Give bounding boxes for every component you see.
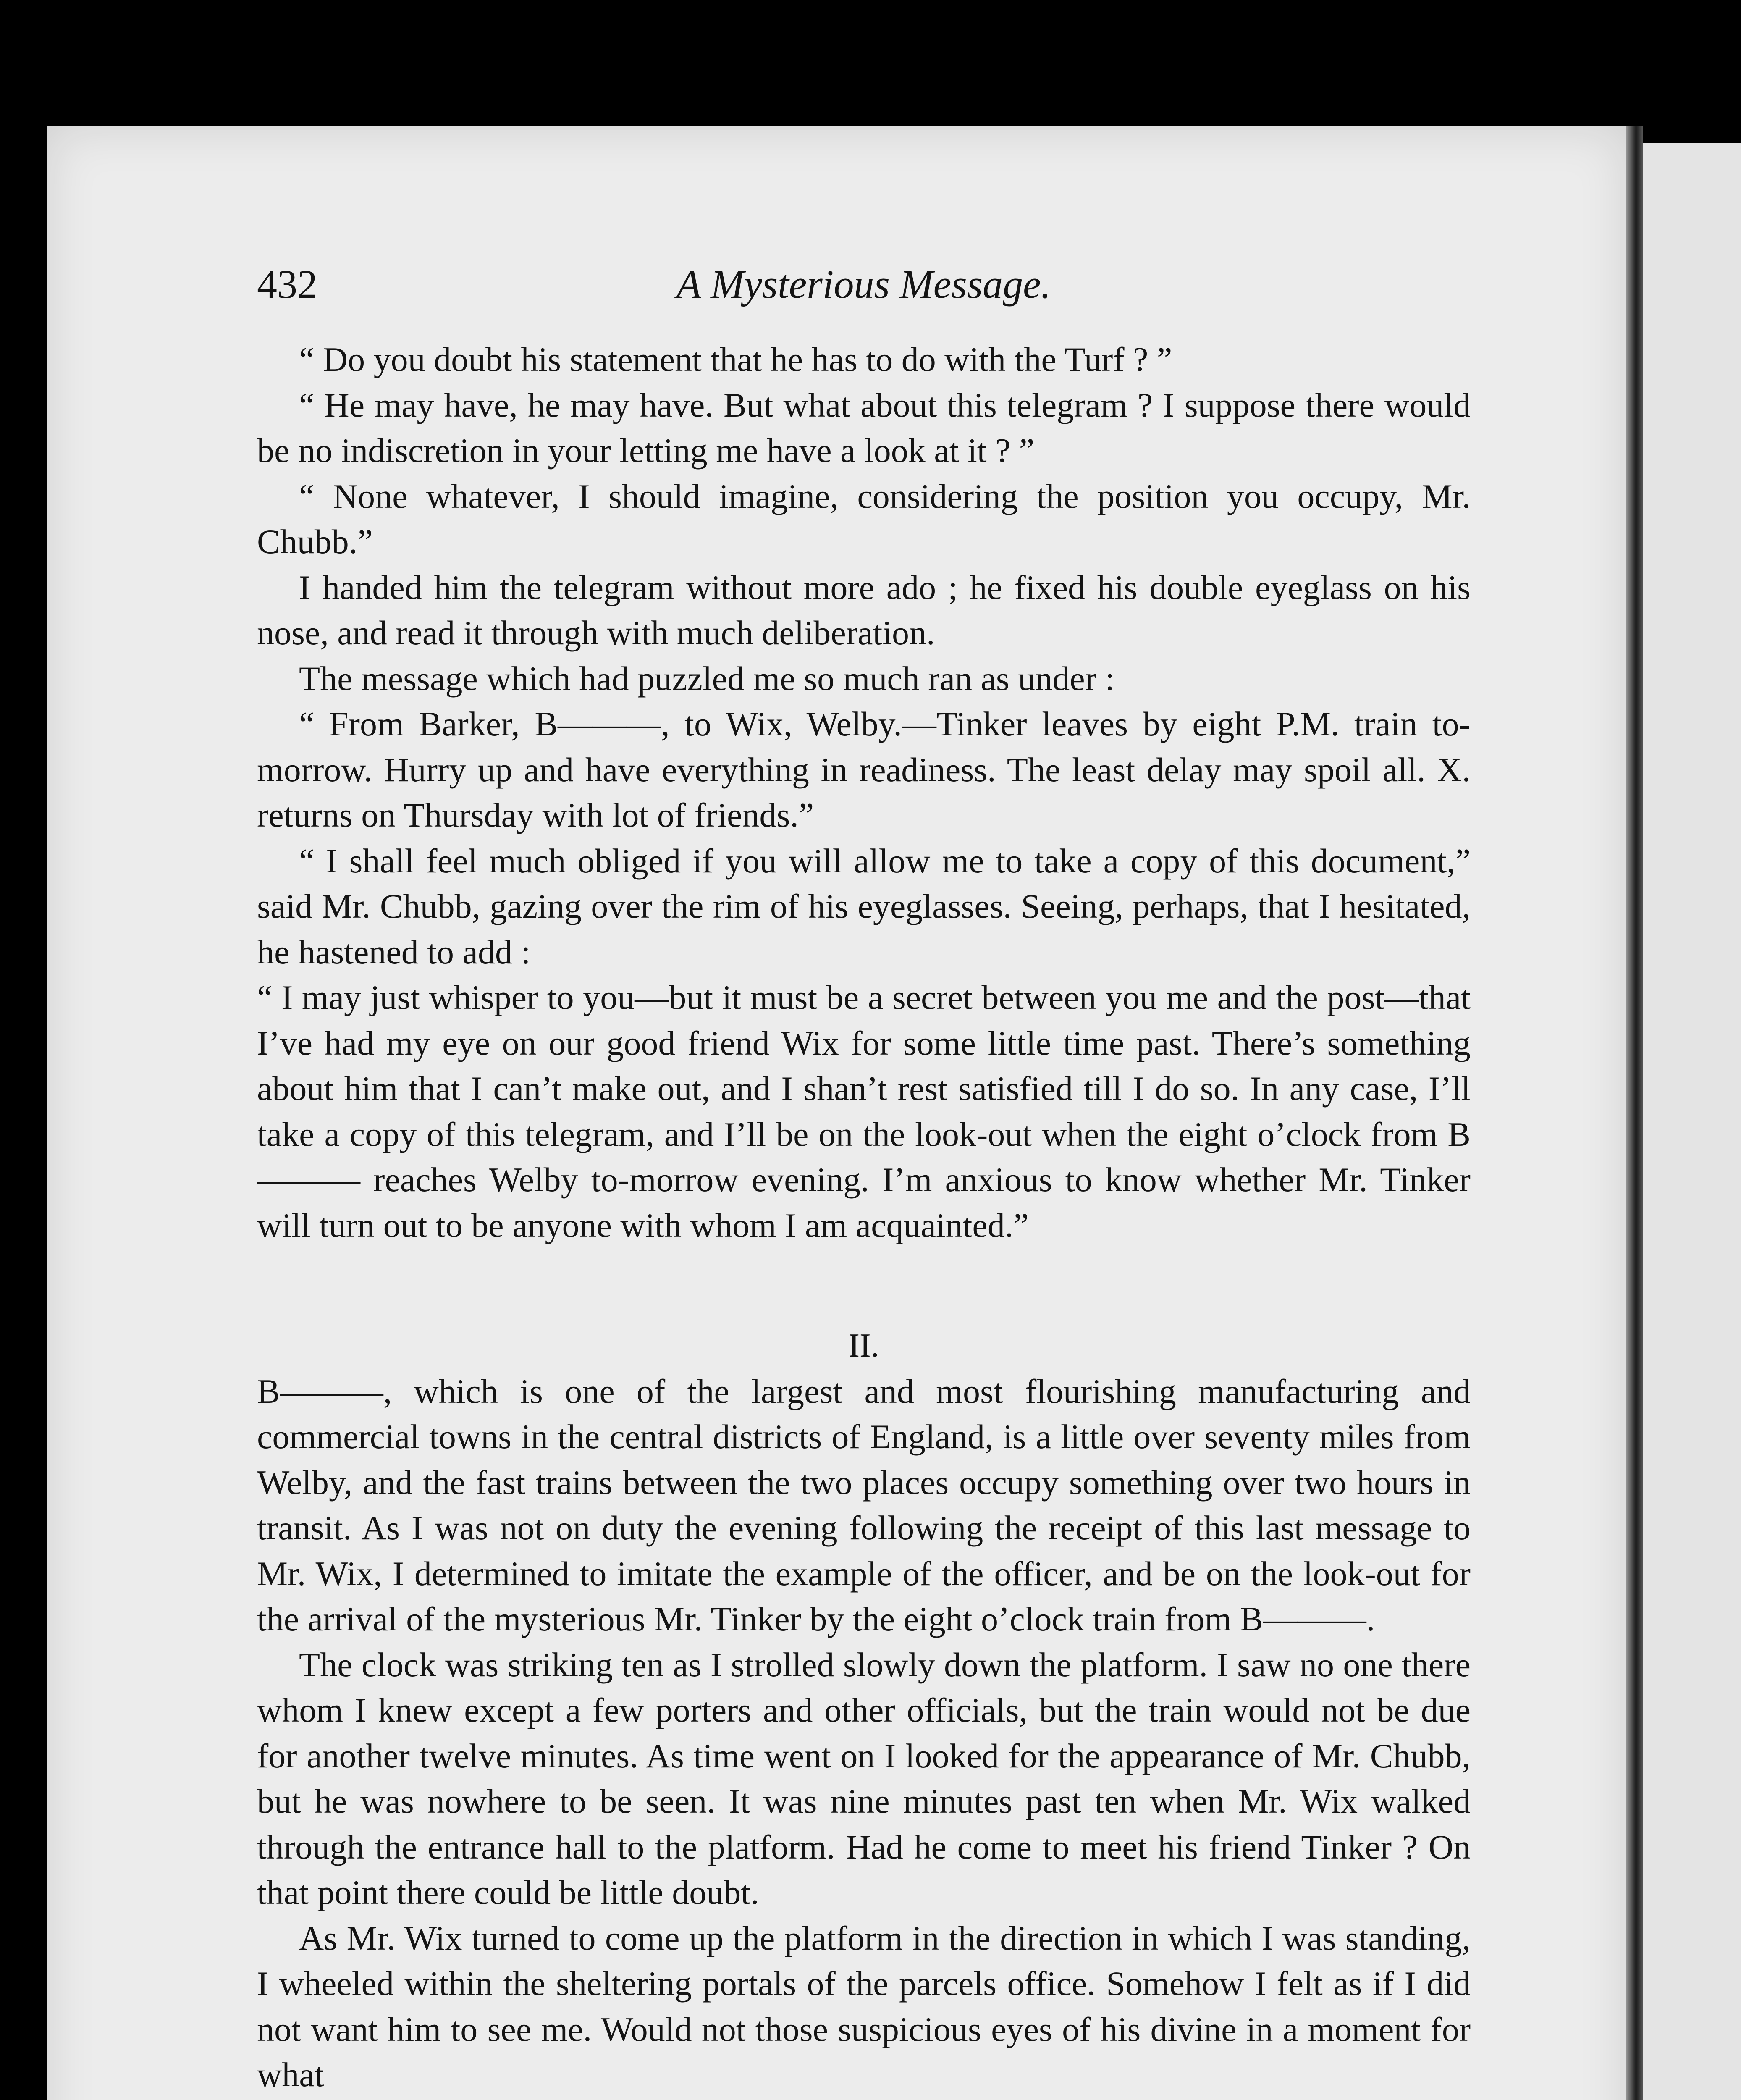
section-heading: II. [848, 1327, 879, 1364]
running-head [257, 257, 1471, 312]
body-text [257, 337, 1471, 2098]
paragraph: “ I shall feel much obliged if you will allow me to take a copy of this document,” said Mr. Chubb, gazing over the rim of his eyeglasses. Seeing, perhaps, that I hesitated, he hastened to add : [257, 841, 1471, 971]
paragraph: “ Do you doubt his statement that he has to do with the Turf ? ” [299, 340, 1172, 378]
paragraph: As Mr. Wix turned to come up the platform in the direction in which I was standing, I wheeled within the sheltering portals of the parcels office. Somehow I felt as if I did not want him to see me. Would not those suspicious eyes of his divine in a moment for what [257, 1919, 1471, 2094]
paragraph: “ None whatever, I should imagine, considering the position you occupy, Mr. Chubb.” [257, 477, 1471, 561]
page-gutter-shadow [1626, 126, 1643, 2100]
paragraph: The clock was striking ten as I strolled slowly down the platform. I saw no one there whom I knew except a few porters and other officials, but the train would not be due for another twelve minutes. As time went on I looked for the appearance of Mr. Chubb, but he was nowhere to be seen. It was nine minutes past ten when Mr. Wix walked through the entrance hall to the platform. Had he come to meet his friend Tinker ? On that point there could be little doubt. [257, 1645, 1471, 1911]
paragraph: “ I may just whisper to you—but it must be a secret between you me and the post—that I’ve had my eye on our good friend Wix for some little time past. There’s something about him that I can’t make out, and I shan’t rest satisfied till I do so. In any case, I’ll take a copy of this telegram, and I’ll be on the look-out when the eight o’clock from B——— reaches Welby to-morrow evening. I’m anxious to know whether Mr. Tinker will turn out to be anyone with whom I am acquainted.” [257, 978, 1471, 1244]
running-title: A Mysterious Message. [676, 262, 1051, 307]
page-content [257, 257, 1471, 2098]
paragraph: B———, which is one of the largest and most flourishing manufacturing and commercial towns in the central districts of England, is a little over seventy miles from Welby, and the fast trains between the two places occupy something over two hours in transit. As I was not on duty the evening following the receipt of this last message to Mr. Wix, I determined to imitate the example of the officer, and be on the look-out for the arrival of the mysterious Mr. Tinker by the eight o’clock train from B———. [257, 1372, 1471, 1638]
paragraph: “ He may have, he may have. But what about this telegram ? I suppose there would be no indiscretion in your letting me have a look at it ? ” [257, 386, 1471, 470]
page-number: 432 [257, 262, 317, 307]
paragraph: I handed him the telegram without more ado ; he fixed his double eyeglass on his nose, and read it through with much deliberation. [257, 568, 1471, 652]
next-page-edge [1640, 143, 1741, 2100]
paragraph: The message which had puzzled me so much ran as under : [299, 659, 1115, 698]
telegram-paragraph: “ From Barker, B———, to Wix, Welby.—Tinker leaves by eight P.M. train to-morrow. Hurry up and have everything in readiness. The least delay may spoil all. X. returns on Thursday with lot of friends.” [257, 705, 1471, 834]
